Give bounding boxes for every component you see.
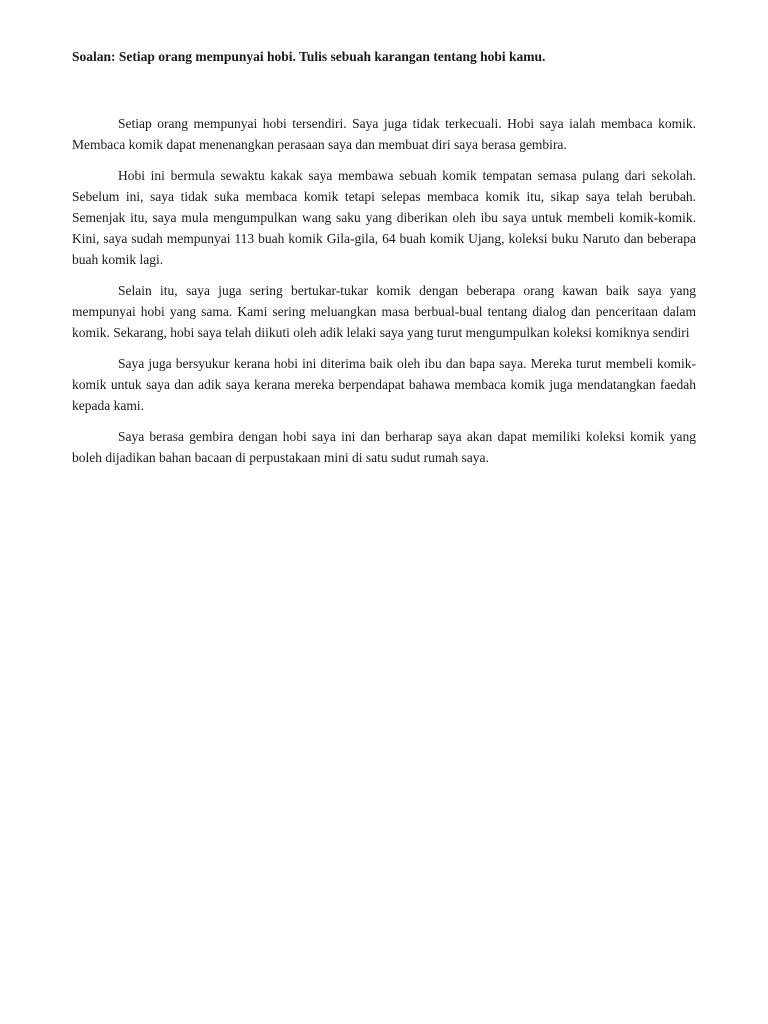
paragraph-parents: Saya juga bersyukur kerana hobi ini diterima baik oleh ibu dan bapa saya. Mereka turut membeli komik-komik untuk saya dan adik saya kerana mereka berpendapat bahawa membaca komik juga mendatangkan faedah kepada kami. [72, 356, 696, 413]
essay-question: Soalan: Setiap orang mempunyai hobi. Tulis sebuah karangan tentang hobi kamu. [72, 49, 546, 64]
paragraph-introduction: Setiap orang mempunyai hobi tersendiri. Saya juga tidak terkecuali. Hobi saya ialah membaca komik. Membaca komik dapat menenangkan perasaan saya dan membuat diri saya berasa gembira. [72, 116, 696, 152]
essay-body [72, 113, 696, 478]
paragraph-conclusion: Saya berasa gembira dengan hobi saya ini dan berharap saya akan dapat memiliki koleksi komik yang boleh dijadikan bahan bacaan di perpustakaan mini di satu sudut rumah saya. [72, 429, 696, 465]
paragraph-sharing: Selain itu, saya juga sering bertukar-tukar komik dengan beberapa orang kawan baik saya yang mempunyai hobi yang sama. Kami sering meluangkan masa berbual-bual tentang dialog dan penceritaan dalam komik. Sekarang, hobi saya telah diikuti oleh adik lelaki saya yang turut mengumpulkan koleksi komiknya sendiri [72, 283, 696, 340]
paragraph-beginning: Hobi ini bermula sewaktu kakak saya membawa sebuah komik tempatan semasa pulang dari sekolah. Sebelum ini, saya tidak suka membaca komik tetapi selepas membaca komik itu, sikap saya telah berubah. Semenjak itu, saya mula mengumpulkan wang saku yang diberikan oleh ibu saya untuk membeli komik-komik. Kini, saya sudah mempunyai 113 buah komik Gila-gila, 64 buah komik Ujang, koleksi buku Naruto dan beberapa buah komik lagi. [72, 168, 696, 267]
